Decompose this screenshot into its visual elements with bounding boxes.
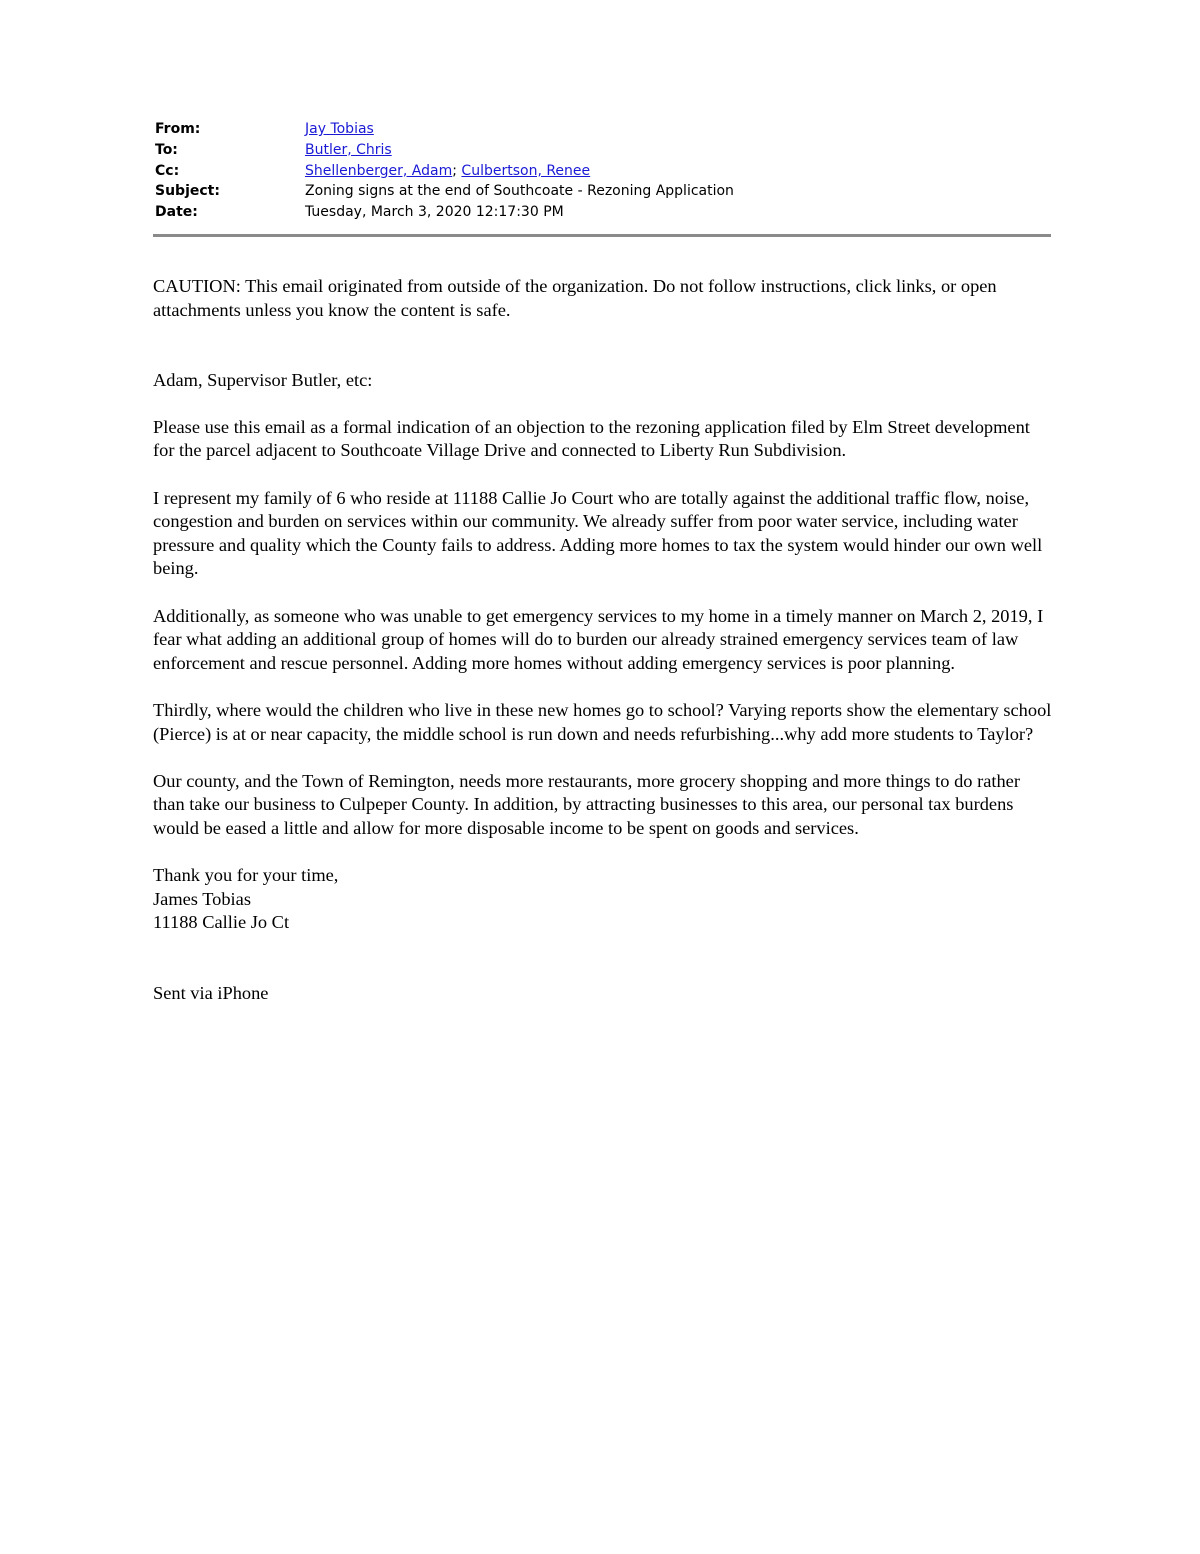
from-label: From: [155, 121, 201, 137]
subject-value: Zoning signs at the end of Southcoate - Rezoning Application [305, 183, 734, 200]
sent-via-footer: Sent via iPhone [153, 982, 269, 1003]
date-value: Tuesday, March 3, 2020 12:17:30 PM [305, 204, 564, 221]
cc-label: Cc: [155, 162, 180, 179]
closing: Thank you for your time, [153, 865, 339, 886]
subject-row [155, 181, 1051, 202]
cc-link-culbertson[interactable]: Culbertson, Renee [461, 162, 591, 179]
body-paragraph: Thirdly, where would the children who live in these new homes go to school? Varying reports show the elementary school (Pierce) is at or near capacity, the middle school is run down and needs refurbishing...why add more students to Taylor? [153, 699, 1052, 744]
body-paragraph: Please use this email as a formal indication of an objection to the rezoning application filed by Elm Street development for the parcel adjacent to Southcoate Village Drive and connected to Liberty Run Subdivision. [153, 416, 1030, 461]
body-paragraph: Additionally, as someone who was unable to get emergency services to my home in a timely manner on March 2, 2019, I fear what adding an additional group of homes will do to burden our already strained emergency services team of law enforcement and rescue personnel. Adding more homes without adding emergency services is poor planning. [153, 605, 1044, 673]
from-row [155, 119, 1051, 140]
cc-row [155, 161, 1051, 182]
header-divider [153, 234, 1051, 237]
email-body [153, 275, 1053, 1005]
signature-name: James Tobias [153, 888, 251, 909]
cc-separator: ; [452, 162, 462, 179]
body-paragraph: Our county, and the Town of Remington, needs more restaurants, more grocery shopping and more things to do rather than take our business to Culpeper County. In addition, by attracting businesses to this area, our personal tax burdens would be eased a little and allow for more disposable income to be spent on goods and services. [153, 770, 1020, 838]
subject-label: Subject: [155, 183, 220, 200]
to-row [155, 140, 1051, 161]
greeting: Adam, Supervisor Butler, etc: [153, 370, 373, 391]
cc-link-shellenberger[interactable]: Shellenberger, Adam [305, 162, 453, 179]
email-header [155, 119, 1051, 223]
caution-notice: CAUTION: This email originated from outside of the organization. Do not follow instructions, click links, or open attachments unless you know the content is safe. [153, 276, 997, 320]
body-paragraph: I represent my family of 6 who reside at 11188 Callie Jo Court who are totally against the additional traffic flow, noise, congestion and burden on services within our community. We already suffer from poor water service, including water pressure and quality which the County fails to address. Adding more homes to tax the system would hinder our own well being. [153, 487, 1043, 579]
to-link[interactable]: Butler, Chris [305, 141, 392, 158]
to-label: To: [155, 141, 178, 158]
signature-address: 11188 Callie Jo Ct [153, 912, 290, 933]
date-row [155, 202, 1051, 223]
date-label: Date: [155, 204, 198, 221]
from-link[interactable]: Jay Tobias [305, 121, 374, 137]
